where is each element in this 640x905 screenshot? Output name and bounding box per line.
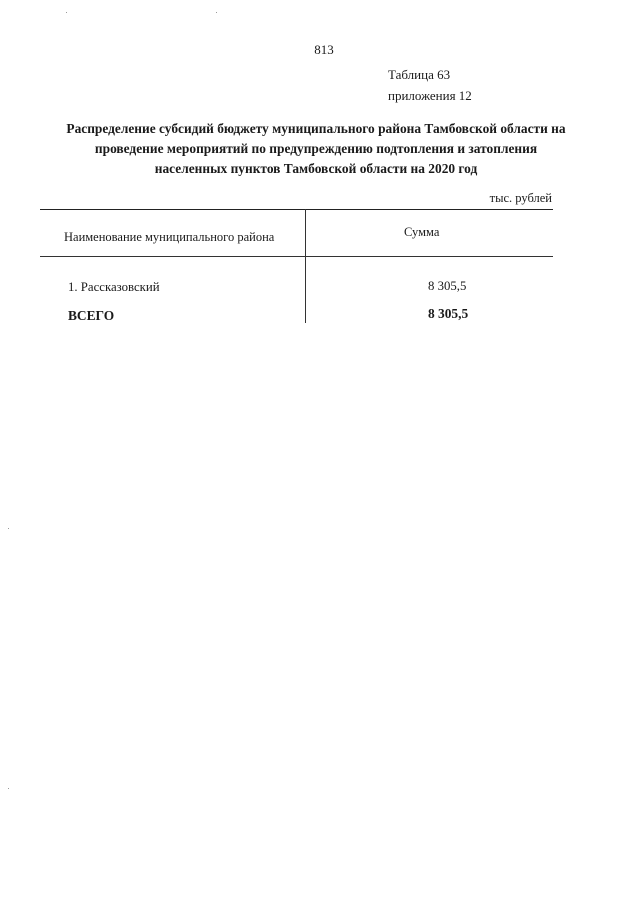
total-sum: 8 305,5 <box>428 306 469 321</box>
total-label: ВСЕГО <box>68 308 115 323</box>
table-header-border <box>40 256 553 257</box>
scan-speck <box>8 528 9 529</box>
scan-speck <box>216 12 217 13</box>
column-header-sum: Сумма <box>404 225 440 239</box>
scan-speck <box>8 788 9 789</box>
title-line-1: Распределение субсидий бюджету муниципального района Тамбовской области на <box>66 121 566 136</box>
page-number: 813 <box>314 42 334 57</box>
scan-speck <box>66 12 67 13</box>
title-line-2: проведение мероприятий по предупреждению подтопления и затопления <box>94 141 538 156</box>
table-row-sum: 8 305,5 <box>428 279 467 293</box>
table-top-border <box>40 209 553 210</box>
column-header-name: Наименование муниципального района <box>64 230 275 244</box>
table-reference <box>388 64 472 106</box>
title-line-3: населенных пунктов Тамбовской области на 2020 год <box>154 161 478 176</box>
appendix-number: приложения 12 <box>388 88 472 103</box>
document-title <box>40 119 592 179</box>
table-row-name: 1. Рассказовский <box>68 280 160 294</box>
table-number: Таблица 63 <box>388 67 451 82</box>
units-label: тыс. рублей <box>489 191 552 205</box>
table-column-divider <box>305 209 306 323</box>
